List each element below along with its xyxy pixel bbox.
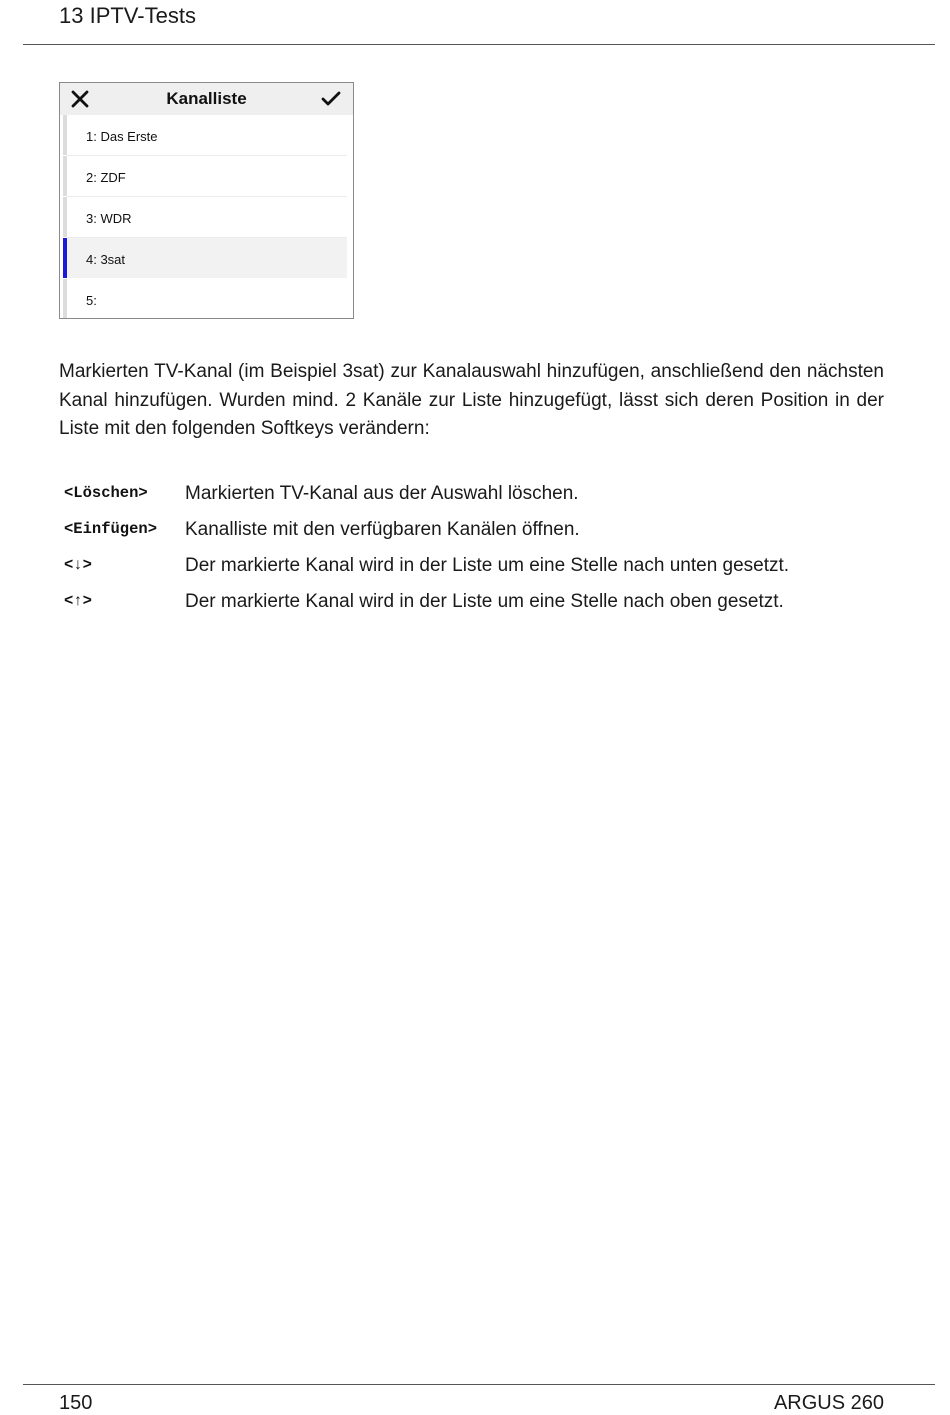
checkmark-icon[interactable] (321, 90, 341, 108)
softkey-name: <Löschen> (64, 484, 148, 502)
header-divider (23, 44, 935, 45)
softkey-row-einfuegen (64, 516, 884, 552)
softkey-description: Kanalliste mit den verfügbaren Kanälen öffnen. (185, 519, 580, 540)
screen-title: Kanalliste (166, 89, 247, 108)
footer-divider (23, 1384, 935, 1385)
softkey-name: <Einfügen> (64, 520, 158, 538)
softkey-description: Der markierte Kanal wird in der Liste um eine Stelle nach unten gesetzt. (185, 555, 790, 576)
softkey-row-up (64, 588, 884, 624)
softkey-name: <↑> (64, 592, 92, 610)
channel-item-2[interactable] (63, 156, 347, 196)
channel-item-5[interactable] (63, 279, 347, 319)
channel-item-3[interactable] (63, 197, 347, 237)
channel-item-4-selected[interactable] (63, 238, 347, 278)
screen-titlebar (60, 83, 353, 115)
page-number: 150 (59, 1392, 93, 1414)
softkey-description: Markierten TV-Kanal aus der Auswahl löschen. (185, 483, 579, 504)
softkey-table (64, 480, 884, 624)
channel-list (60, 115, 353, 319)
channel-list-screen (59, 82, 354, 319)
channel-item-1[interactable] (63, 115, 347, 155)
softkey-row-down (64, 552, 884, 588)
product-name: ARGUS 260 (773, 1392, 884, 1414)
channel-label: 3: WDR (86, 211, 132, 226)
channel-label: 4: 3sat (86, 252, 126, 267)
softkey-row-loeschen (64, 480, 884, 516)
softkey-name: <↓> (64, 556, 92, 574)
body-paragraph: Markierten TV-Kanal (im Beispiel 3sat) zur Kanalauswahl hinzufügen, anschließend den nächsten Kanal hinzufügen. Wurden mind. 2 Kanäle zur Liste hinzugefügt, lässt sich deren Position in der Liste mit den folgenden Softkeys verändern: (59, 361, 884, 439)
chapter-header: 13 IPTV-Tests (59, 3, 196, 28)
channel-label: 1: Das Erste (86, 129, 158, 144)
channel-label: 5: (86, 293, 97, 308)
channel-label: 2: ZDF (86, 170, 126, 185)
softkey-description: Der markierte Kanal wird in der Liste um eine Stelle nach oben gesetzt. (185, 591, 784, 612)
